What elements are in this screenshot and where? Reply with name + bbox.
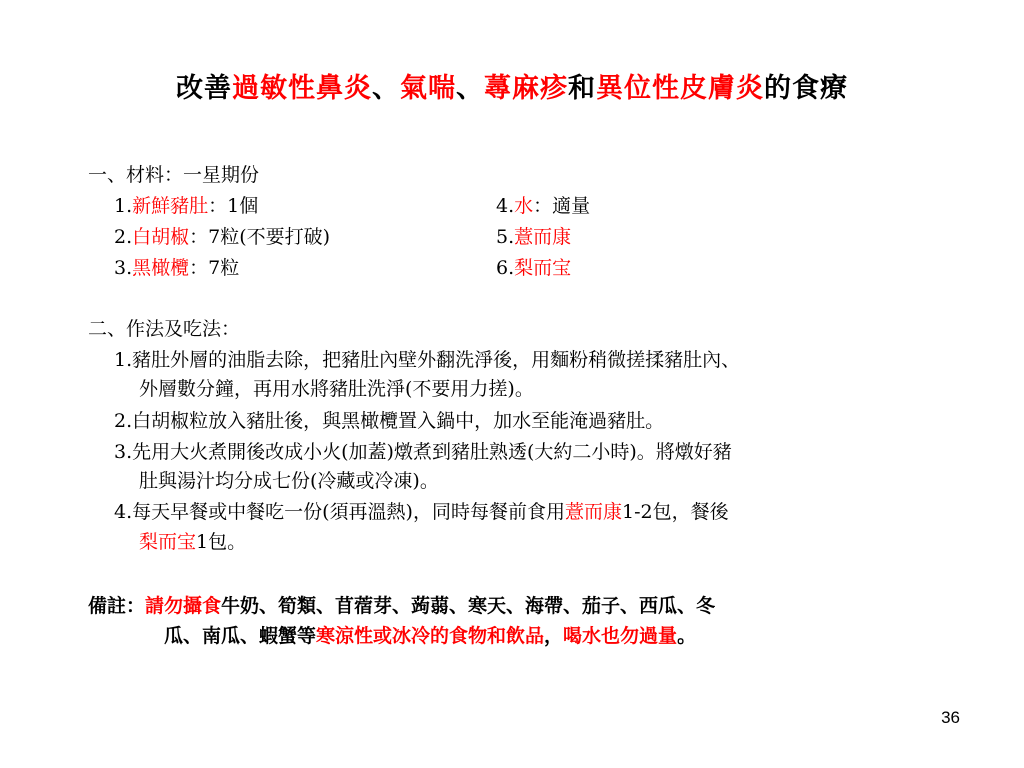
title-asthma: 氣喘 [400, 73, 456, 104]
method-step-2: 2.白胡椒粒放入豬肚後，與黑橄欖置入鍋中，加水至能淹過豬肚。 [114, 410, 665, 432]
ingredient-number: 4. [496, 195, 515, 217]
note-comma: ， [544, 625, 564, 647]
materials-heading: 一、材料：一星期份 [88, 164, 260, 186]
method-step-4 [114, 499, 729, 525]
ingredient-amount: ：7粒(不要打破) [189, 226, 331, 248]
title-diet-therapy: 的食療 [764, 73, 848, 104]
ingredient-number: 2. [114, 226, 133, 248]
ingredient-item [496, 255, 571, 281]
note [88, 593, 715, 619]
product-name: 薏而康 [564, 501, 622, 523]
ingredient-name: 黑橄欖 [132, 257, 190, 279]
note-warning: 請勿攝食 [145, 595, 222, 617]
method-step-1-cont: 外層數分鐘，再用水將豬肚洗淨(不要用力搓)。 [139, 378, 534, 400]
ingredient-item [114, 193, 258, 219]
note-food-list: 牛奶、筍類、苜蓿芽、蒟蒻、寒天、海帶、茄子、西瓜、冬 [221, 595, 716, 617]
note-food-list-cont: 瓜、南瓜、蝦蟹等 [164, 625, 317, 647]
ingredient-item [114, 255, 239, 281]
note-cold-foods: 寒涼性或冰冷的食物和飲品 [316, 625, 545, 647]
ingredient-name: 梨而宝 [514, 257, 572, 279]
ingredient-item [496, 224, 571, 250]
ingredient-item [114, 224, 330, 250]
method-step-4-text: 4.每天早餐或中餐吃一份(須再溫熱)，同時每餐前食用 [114, 501, 565, 523]
method-step-4-dose: 1-2包，餐後 [621, 501, 729, 523]
ingredient-number: 1. [114, 195, 133, 217]
ingredient-name: 新鮮豬肚 [132, 195, 209, 217]
title-urticaria: 蕁麻疹 [484, 73, 568, 104]
note-label: 備註： [88, 595, 146, 617]
ingredient-name: 白胡椒 [132, 226, 190, 248]
ingredient-number: 3. [114, 257, 133, 279]
method-heading: 二、作法及吃法： [88, 318, 241, 340]
title-allergic-rhinitis: 過敏性鼻炎 [232, 73, 372, 104]
title-atopic-dermatitis: 異位性皮膚炎 [596, 73, 764, 104]
page-title [0, 66, 1024, 105]
method-step-3-cont: 肚與湯汁均分成七份(冷藏或冷凍)。 [139, 470, 439, 492]
ingredient-name: 水 [514, 195, 534, 217]
ingredient-item [496, 193, 590, 219]
ingredient-amount: ：適量 [533, 195, 591, 217]
note-water-warning: 喝水也勿過量 [563, 625, 678, 647]
title-and: 和 [568, 73, 596, 104]
ingredient-name: 薏而康 [514, 226, 572, 248]
page-number: 36 [941, 708, 960, 727]
ingredient-number: 5. [496, 226, 515, 248]
title-part-improve: 改善 [176, 73, 232, 104]
method-step-4-cont [139, 529, 246, 555]
ingredient-amount: ：7粒 [189, 257, 240, 279]
title-separator: 、 [372, 73, 400, 104]
note-period: 。 [677, 625, 697, 647]
method-step-1: 1.豬肚外層的油脂去除，把豬肚內壁外翻洗淨後，用麵粉稍微搓揉豬肚內、 [114, 349, 741, 371]
note-cont [164, 623, 696, 649]
method-step-3: 3.先用大火煮開後改成小火(加蓋)燉煮到豬肚熟透(大約二小時)。將燉好豬 [114, 441, 732, 463]
product-name: 梨而宝 [139, 531, 197, 553]
ingredient-number: 6. [496, 257, 515, 279]
method-step-4-dose: 1包。 [196, 531, 247, 553]
title-separator: 、 [456, 73, 484, 104]
ingredient-amount: ：1個 [208, 195, 259, 217]
